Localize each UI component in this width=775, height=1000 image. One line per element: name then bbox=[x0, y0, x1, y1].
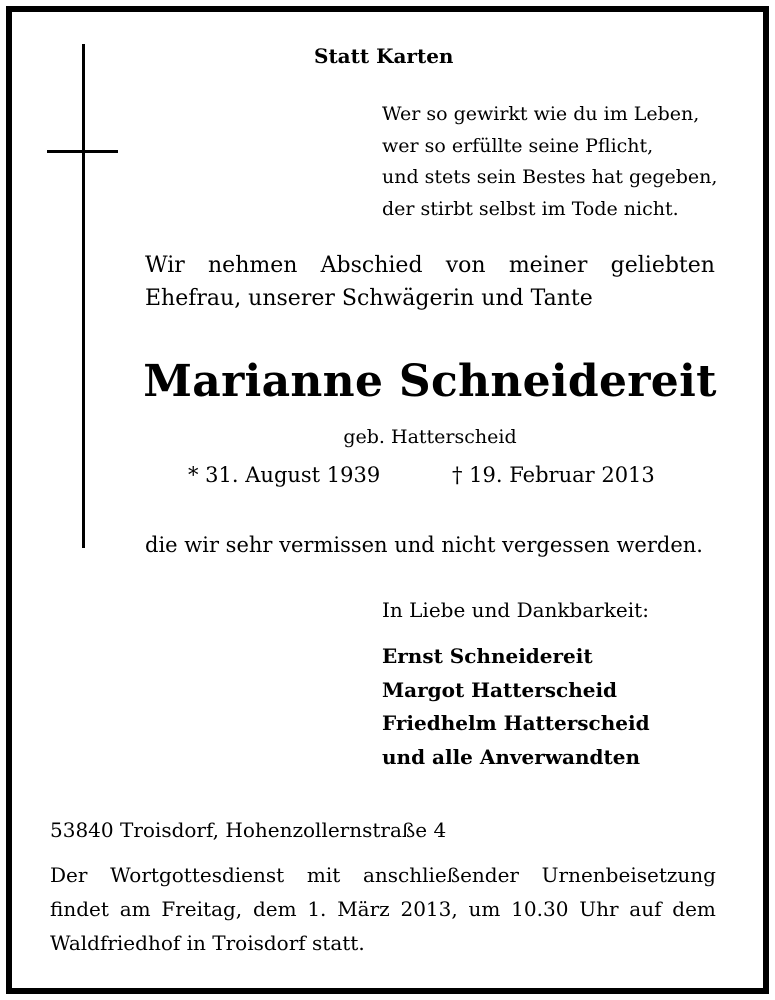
birth-date: * 31. August 1939 bbox=[188, 463, 381, 487]
service-word: findet bbox=[50, 897, 109, 921]
intro-word: Wir bbox=[145, 253, 185, 278]
service-word: am bbox=[119, 897, 151, 921]
statt-karten-heading: Statt Karten bbox=[314, 44, 454, 68]
service-word: mit bbox=[306, 863, 341, 887]
intro-text bbox=[145, 249, 715, 315]
maiden-name: geb. Hatterscheid bbox=[343, 426, 517, 448]
service-word: um bbox=[468, 897, 501, 921]
service-word: anschließender bbox=[362, 863, 519, 887]
service-word: auf bbox=[629, 897, 662, 921]
signer: und alle Anverwandten bbox=[382, 744, 641, 769]
service-word: 2013, bbox=[400, 897, 458, 921]
cross-icon-horizontal-bar bbox=[47, 150, 118, 153]
intro-word: von bbox=[445, 253, 486, 278]
intro-word: nehmen bbox=[208, 253, 298, 278]
service-line-3: Waldfriedhof in Troisdorf statt. bbox=[50, 931, 365, 955]
service-line-1 bbox=[50, 858, 716, 892]
thanks-line: In Liebe und Dankbarkeit: bbox=[382, 598, 649, 622]
deceased-name: Marianne Schneidereit bbox=[143, 356, 717, 407]
poem-line: und stets sein Bestes hat gegeben, bbox=[382, 166, 718, 188]
intro-word: Abschied bbox=[320, 253, 423, 278]
service-word: Urnenbeisetzung bbox=[541, 863, 716, 887]
intro-word: meiner bbox=[508, 253, 588, 278]
service-word: 10.30 bbox=[511, 897, 569, 921]
farewell-text: die wir sehr vermissen und nicht vergessen werden. bbox=[145, 533, 703, 557]
address: 53840 Troisdorf, Hohenzollernstraße 4 bbox=[50, 818, 447, 842]
service-word: Freitag, bbox=[161, 897, 243, 921]
service-word: Uhr bbox=[579, 897, 619, 921]
poem-line: wer so erfüllte seine Pflicht, bbox=[382, 134, 654, 157]
intro-line-1 bbox=[145, 249, 715, 282]
signers-list bbox=[382, 640, 650, 774]
signer: Ernst Schneidereit bbox=[382, 644, 593, 668]
death-date: † 19. Februar 2013 bbox=[452, 463, 655, 487]
service-word: Wortgottesdienst bbox=[110, 863, 285, 887]
poem bbox=[382, 99, 717, 225]
signer: Friedhelm Hatterscheid bbox=[382, 711, 650, 735]
signer: Margot Hatterscheid bbox=[382, 677, 618, 702]
service-word: dem bbox=[252, 897, 297, 921]
service-word: dem bbox=[672, 897, 716, 921]
poem-line: Wer so gewirkt wie du im Leben, bbox=[382, 103, 700, 125]
cross-icon-vertical-bar bbox=[82, 44, 85, 548]
intro-line-2: Ehefrau, unserer Schwägerin und Tante bbox=[145, 286, 593, 311]
service-line-2 bbox=[50, 892, 716, 926]
service-word: 1. bbox=[307, 897, 327, 921]
service-word: Der bbox=[50, 863, 88, 887]
service-notice bbox=[50, 858, 716, 960]
service-word: März bbox=[337, 897, 390, 921]
intro-word: geliebten bbox=[610, 253, 715, 278]
poem-line: der stirbt selbst im Tode nicht. bbox=[382, 197, 679, 220]
